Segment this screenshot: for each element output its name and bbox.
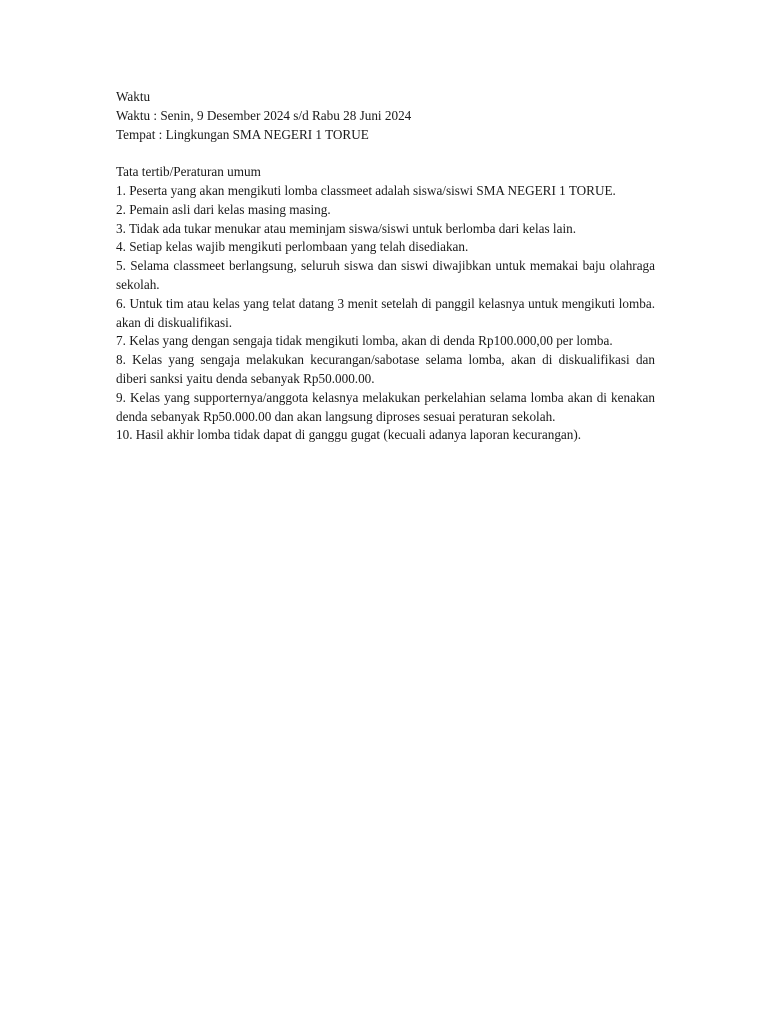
rule-item: 10. Hasil akhir lomba tidak dapat di ganggu gugat (kecuali adanya laporan kecurangan). — [116, 427, 582, 443]
rule-item: 2. Pemain asli dari kelas masing masing. — [116, 201, 331, 217]
spacer — [116, 144, 655, 163]
rules-title: Tata tertib/Peraturan umum — [116, 164, 261, 180]
document-page — [116, 88, 655, 445]
place-line: Tempat : Lingkungan SMA NEGERI 1 TORUE — [116, 126, 369, 142]
rule-item: 1. Peserta yang akan mengikuti lomba classmeet adalah siswa/siswi SMA NEGERI 1 TORUE. — [116, 182, 616, 198]
rule-item: 6. Untuk tim atau kelas yang telat datang 3 menit setelah di panggil kelasnya untuk mengikuti lomba. akan di diskualifikasi. — [116, 295, 655, 330]
rules-list — [116, 182, 655, 445]
rule-item: 8. Kelas yang sengaja melakukan kecurangan/sabotase selama lomba, akan di diskualifikasi dan diberi sanksi yaitu denda sebanyak Rp50.000.00. — [116, 352, 655, 386]
rule-item: 4. Setiap kelas wajib mengikuti perlombaan yang telah disediakan. — [116, 239, 469, 255]
rule-item: 9. Kelas yang supporternya/anggota kelasnya melakukan perkelahian selama lomba akan di kenakan denda sebanyak Rp50.000.00 dan akan langsung diproses sesuai peraturan sekolah. — [116, 389, 655, 424]
rule-item: 7. Kelas yang dengan sengaja tidak mengikuti lomba, akan di denda Rp100.000,00 per lomba. — [116, 333, 613, 349]
rule-item: 3. Tidak ada tukar menukar atau meminjam siswa/siswi untuk berlomba dari kelas lain. — [116, 220, 577, 236]
heading: Waktu — [116, 89, 151, 104]
rule-item: 5. Selama classmeet berlangsung, seluruh siswa dan siswi diwajibkan untuk memakai baju olahraga sekolah. — [116, 258, 655, 292]
time-line: Waktu : Senin, 9 Desember 2024 s/d Rabu 28 Juni 2024 — [116, 107, 412, 123]
